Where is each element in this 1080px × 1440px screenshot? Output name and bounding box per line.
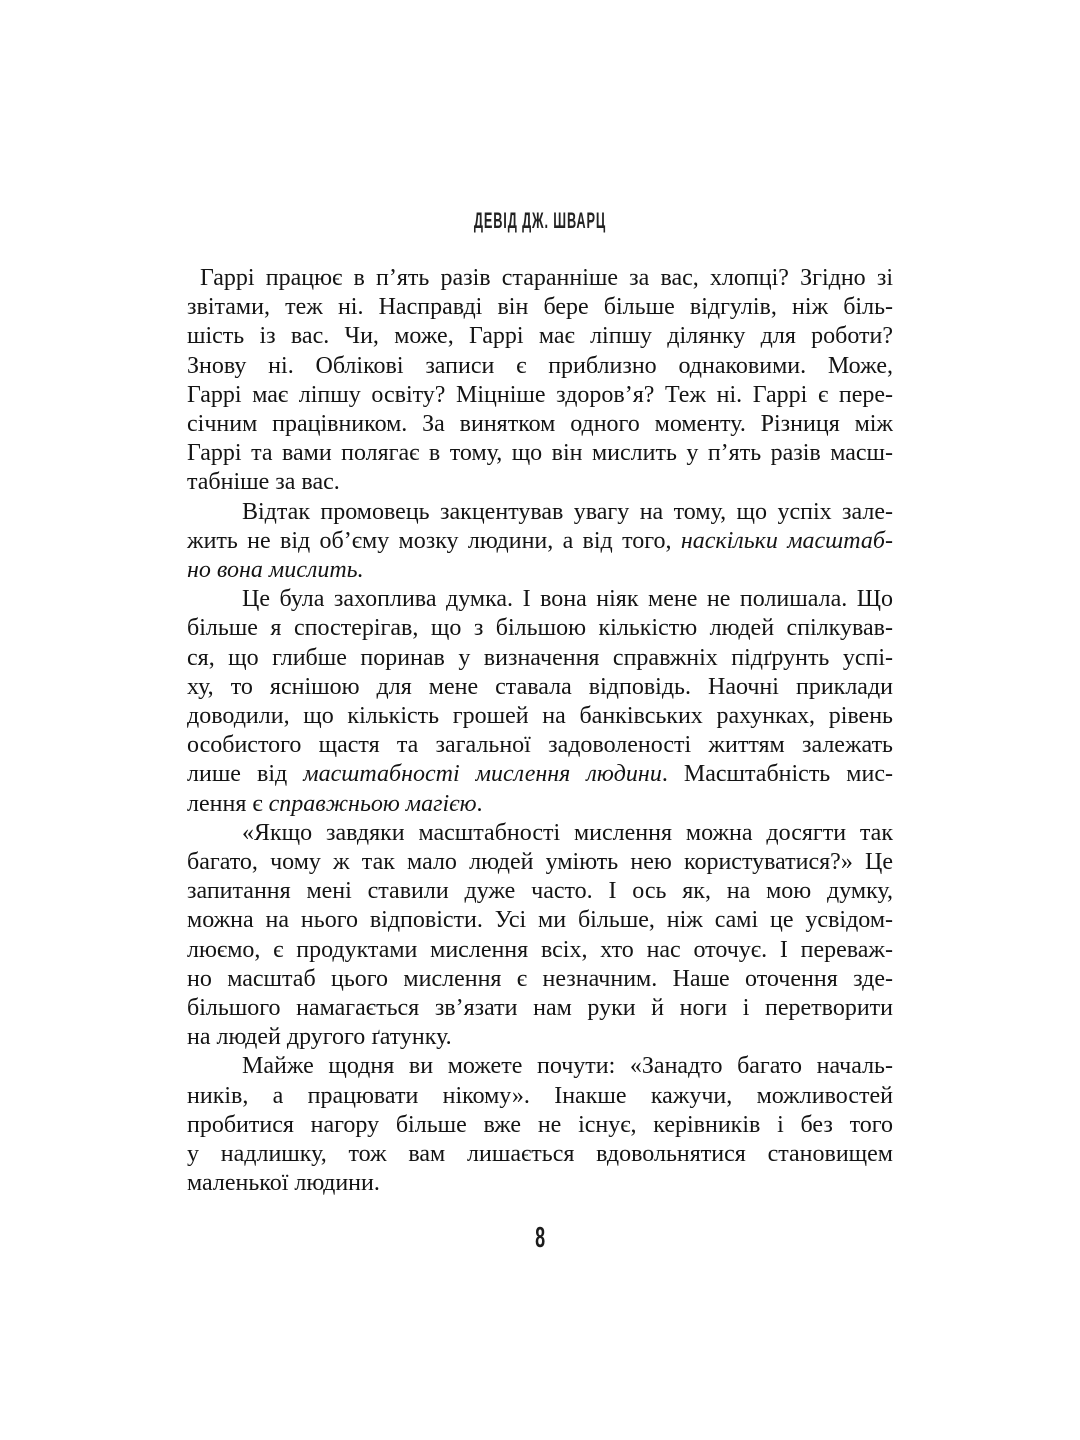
text-line: [187, 644, 893, 673]
text-segment: Відтак промовець закцентував увагу на тому, що успіх зале-: [242, 498, 893, 525]
italic-text-segment: но вона мислить.: [187, 557, 364, 584]
text-segment: маленької людини.: [187, 1170, 380, 1197]
text-line: [187, 322, 893, 351]
running-header: [187, 208, 893, 234]
text-segment: запитання мені ставили дуже часто. І ось як, на мою думку,: [187, 878, 893, 905]
text-segment: . Масштабність мис-: [661, 761, 893, 788]
text-segment: у надлишку, тож вам лишається вдовольнятися становищем: [187, 1141, 893, 1168]
text-segment: Гаррі працює в п’ять разів старанніше за вас, хлопці? Згідно зі: [200, 265, 893, 291]
text-line: [187, 614, 893, 643]
text-segment: .: [476, 790, 483, 817]
text-line: [187, 731, 893, 760]
text-line: [187, 936, 893, 965]
italic-text-segment: наскільки масштаб-: [680, 527, 893, 554]
page-number: [187, 1222, 893, 1255]
text-line: [187, 439, 893, 468]
text-segment: «Якщо завдяки масштабності мислення можна досягти так: [242, 819, 893, 846]
text-line: [187, 1082, 893, 1111]
italic-text-segment: справжньою магією: [268, 790, 477, 817]
text-line: [187, 819, 893, 848]
text-line: [187, 264, 893, 293]
text-segment: більшого намагається зв’язати нам руки й ноги і перетворити: [187, 995, 893, 1022]
text-line: [187, 994, 893, 1023]
text-segment: більше я спостерігав, що з більшою кількістю людей спілкував-: [187, 615, 893, 642]
text-line: [187, 1052, 893, 1081]
text-segment: лення є: [187, 790, 269, 817]
text-segment: Це була захоплива думка. І вона ніяк мене не полишала. Що: [242, 586, 893, 613]
page-number-text: 8: [534, 1222, 545, 1254]
text-line: [187, 1111, 893, 1140]
text-segment: багато, чому ж так мало людей уміють нею користуватися?» Це: [187, 849, 893, 876]
text-line: [187, 527, 893, 556]
text-line: [187, 410, 893, 439]
text-segment: ся, що глибше поринав у визначення справжніх підґрунть успі-: [187, 644, 893, 671]
text-segment: шість із вас. Чи, може, Гаррі має ліпшу ділянку для роботи?: [187, 323, 893, 350]
text-line: [187, 556, 893, 585]
body-text: [187, 264, 893, 1199]
italic-text-segment: масштабності мислення людини: [303, 761, 662, 788]
text-segment: лише від: [187, 761, 304, 788]
text-segment: звітами, теж ні. Насправді він бере більше відгулів, ніж біль-: [187, 294, 893, 321]
text-segment: Гаррі та вами полягає в тому, що він мислить у п’ять разів масш-: [187, 440, 893, 467]
text-line: [187, 468, 893, 497]
text-line: [187, 906, 893, 935]
text-line: [187, 1169, 893, 1198]
text-segment: люємо, є продуктами мислення всіх, хто нас оточує. І переваж-: [187, 936, 893, 963]
text-segment: ників, а працювати нікому». Інакше кажучи, можливостей: [187, 1082, 893, 1109]
text-segment: пробитися нагору більше вже не існує, керівників і без того: [187, 1111, 893, 1138]
text-line: [187, 498, 893, 527]
running-header-text: ДЕВІД ДЖ. ШВАРЦ: [473, 208, 607, 233]
text-segment: табніше за вас.: [187, 469, 340, 496]
text-segment: Знову ні. Облікові записи є приблизно однаковими. Може,: [187, 352, 893, 379]
text-line: [187, 702, 893, 731]
text-segment: доводили, що кількість грошей на банківських рахунках, рівень: [187, 703, 893, 730]
text-line: [187, 585, 893, 614]
text-segment: но масштаб цього мислення є незначним. Наше оточення зде-: [187, 965, 893, 992]
text-line: [187, 293, 893, 322]
text-segment: січним працівником. За винятком одного моменту. Різниця між: [187, 411, 893, 438]
text-line: [187, 381, 893, 410]
text-line: [187, 760, 893, 789]
text-segment: ху, то яснішою для мене ставала відповідь. Наочні приклади: [187, 673, 893, 700]
text-line: [187, 877, 893, 906]
text-segment: жить не від об’єму мозку людини, а від того,: [187, 527, 681, 554]
text-segment: можна на нього відповісти. Усі ми більше, ніж самі це усвідом-: [187, 907, 893, 934]
text-line: [187, 673, 893, 702]
text-line: [187, 352, 893, 381]
text-line: [187, 790, 893, 819]
text-line: [187, 965, 893, 994]
text-segment: особистого щастя та загальної задоволеності життям залежать: [187, 732, 893, 759]
text-segment: Майже щодня ви можете почути: «Занадто багато началь-: [242, 1053, 893, 1080]
text-segment: на людей другого ґатунку.: [187, 1024, 452, 1051]
text-line: [187, 848, 893, 877]
text-line: [187, 1140, 893, 1169]
text-line: [187, 1023, 893, 1052]
text-segment: Гаррі має ліпшу освіту? Міцніше здоров’я? Теж ні. Гаррі є пере-: [187, 381, 893, 408]
